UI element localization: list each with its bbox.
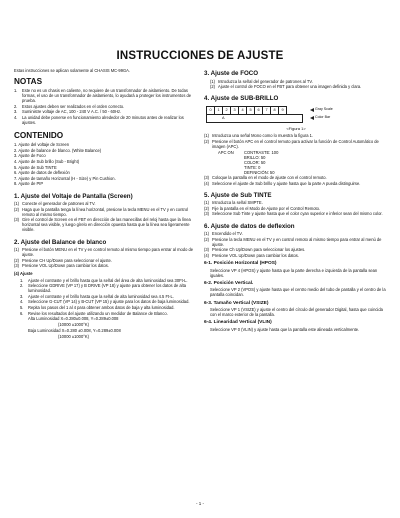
figure-caption: <Figura 1> — [286, 126, 306, 132]
right-column — [204, 66, 388, 333]
gray-scale-cell: 6 — [254, 106, 262, 115]
list-item: (1) Conecte el generador de patrones al TV. — [14, 201, 96, 206]
list-item: (1) Presione el botón MENU en el TV y en control remoto al mismo tiempo para entrar al modo de ajuste. — [14, 247, 194, 258]
color-bar-label: Color Bar — [310, 115, 330, 120]
page-title: INSTRUCCIONES DE AJUSTE — [116, 50, 284, 62]
subsection-text: Seleccione VP 2 (VPOS) y ajuste hasta que el centro medio del tubo de pantalla y el centro de la pantalla coincidan. — [210, 287, 386, 298]
list-item: 8. Ajuste de PIP — [14, 181, 44, 187]
apc-values — [204, 150, 388, 175]
contenido-list — [14, 142, 198, 186]
list-item: 4. Ajuste de Sub brillo (Sub - Bright) — [14, 159, 80, 165]
lum-line: Baja Luminosidad X=0.280 ±0.008, Y=0.289±0.008 — [28, 328, 121, 334]
section-6-heading: 6. Ajuste de datos de deflexion — [204, 222, 295, 230]
list-item: (2) Presione la tecla MENU en el TV y en control remoto al mismo tiempo para entrar al menú de ajuste. — [204, 236, 382, 247]
list-item: 6. Revise los resultados del ajuste utilizando un medidor de Balance de Blanco. — [20, 310, 168, 316]
list-item: 5. Repita los pasos del 1 al 4 para obtener ambos datos de baja y alta luminosidad. — [20, 305, 175, 310]
apc-row: TINTE: 0 — [244, 164, 261, 170]
list-item: 3. Ajuste el contraste y el brillo hasta que la señal de alta luminosidad sea 4.5 Ft-L. — [20, 293, 174, 299]
subsection-heading: 6-4. Linearidad Vertical (VLIN) — [204, 320, 272, 326]
list-item: (2) Presione CH Up/Down para seleccionar el ajuste. — [14, 257, 112, 263]
ajuste-subheading: (4) Ajuste — [14, 271, 33, 277]
list-item: (2) Haga que la pantalla tenga la línea horizontal, presione la tecla MENU en el TV y en control remoto al mismo tiempo. — [14, 206, 189, 217]
list-item: 5. Ajuste de Sub TINTE — [14, 164, 57, 170]
section-1-list — [14, 201, 198, 233]
lum-line: Alta Luminosidad X=0.280±0.008, Y=0.289±0.008 — [28, 316, 119, 322]
gray-scale-cell: 8 — [270, 106, 278, 115]
list-item: (2) Ajuste el control de FOCO en el FBT para obtener una imagen definida y clara. — [210, 84, 362, 90]
ajuste-steps-list — [14, 278, 198, 316]
list-item: 6. Ajuste de datos de deflexión — [14, 170, 70, 176]
list-item: 1. Este no es un chasis en caliente, no requiere de un transformador de aislamiento. De todas formas, el uso de un transformador de aislamiento, lo ayudará a proteger los instrumentos de prueba. — [14, 88, 192, 104]
gray-scale-cell: 9 — [278, 106, 287, 115]
gray-scale-cell: 2 — [222, 106, 230, 115]
list-item: (2) Fije la pantalla en el Modo de Ajuste por el Control Remoto. — [204, 205, 321, 211]
list-item: 1. Ajuste del voltaje de Screen — [14, 142, 70, 148]
gray-scale-cell: 0 — [206, 106, 214, 115]
section-5-heading: 5. Ajuste de Sub TINTE — [204, 191, 272, 199]
apc-row: DEFINICIÓN: 50 — [244, 169, 275, 175]
list-item: 1. Ajuste el contraste y el brillo hasta que la señal del área de alta luminosidad sea 30Ft-L. — [20, 277, 188, 283]
strip-letter: A — [222, 116, 225, 121]
list-item: 2. Seleccione GDRIVE (VP 17) y B DRIVE (VP 18) y ajuste para obtener los datos de alta luminosidad. — [20, 283, 186, 294]
gray-scale-label: Gray Scale — [310, 107, 333, 112]
gray-scale-figure — [206, 104, 388, 130]
list-item: (1) Encendido el TV. — [204, 231, 243, 236]
intro-text: Estas instrucciones se aplican solamente al CHASIS MC-99GA. — [14, 68, 131, 73]
list-item: 2. Estos ajustes deben ser realizados en el orden correcto. — [14, 103, 125, 109]
list-item: 3. Suministre voltaje de AC, 100 - 240 V A.C. / 50 - 60Hz. — [14, 109, 122, 115]
gray-scale-cell: 1 — [214, 106, 222, 115]
page-number: - 1 - — [195, 501, 204, 506]
lum-line: (10000 ±1000°K) — [58, 322, 89, 328]
list-item: (3) Coloque la pantalla en el modo de ajuste con el control remoto. — [204, 175, 327, 181]
section-6-list — [204, 231, 388, 258]
apc-row: APC ON CONTRASTE: 100 — [218, 149, 279, 155]
list-item: (4) Seleccione el ajuste de Sub brillo y ajuste hasta que la parte A pueda distinguirse. — [204, 180, 361, 186]
section-1-heading: 1. Ajuste del Voltaje de Pantalla (Screen) — [14, 192, 133, 200]
gray-scale-cell: 5 — [246, 106, 254, 115]
lum-line: (10000 ±1000°K) — [58, 334, 89, 340]
gray-scale-cell: 4 — [238, 106, 246, 115]
section-5-list — [204, 200, 388, 216]
list-item: 7. Ajuste de tamaño Horizontal (H - Size) y Pin Cushion. — [14, 175, 116, 181]
arrow-left-icon — [310, 108, 314, 112]
section-2-list — [14, 247, 198, 268]
list-item: 3. Ajuste de Foco — [14, 153, 46, 159]
left-column — [14, 68, 198, 341]
list-item: (1) Introduzca una señal Mono como lo muestra la figura 1. — [204, 133, 314, 139]
subsection-heading: 6-3. Tamaño Vertical (VSIZE) — [204, 300, 269, 306]
apc-row: COLOR: 50 — [244, 159, 266, 165]
gray-scale-cell: 3 — [230, 106, 238, 115]
luminosity-values — [14, 316, 198, 339]
list-item: (3) Presione VOL Up/Down para cambiar los datos. — [14, 263, 109, 269]
list-item: (1) Introduzca la señal SMPTE. — [204, 200, 263, 206]
section-2-heading: 2. Ajuste del Balance de blanco — [14, 238, 107, 246]
list-item: (1) Introduzca la señal del generador de patrones al TV. — [210, 78, 313, 84]
gray-scale-cell: 7 — [262, 106, 270, 115]
subsection-text: Seleccione VP 4 (HPOS) y ajuste hasta que la parte derecha e izquierda de la pantalla sean iguales. — [210, 267, 378, 278]
arrow-left-icon — [310, 116, 314, 120]
list-item: (3) Seleccione Sub Tinte y ajuste hasta que el color cyan superior e inferior sean del mismo color. — [204, 211, 383, 217]
list-item: (2) Presione el botón APC en el control remoto para activar la función de Control Automático de imagen (APC). — [204, 138, 379, 149]
subsection-text: Seleccione VP 1 (VSIZE) y ajuste el centro del círculo del generador Digital, hasta que coincida con el marco exterior de la pantalla. — [210, 307, 383, 318]
section-4-heading: 4. Ajuste de SUB-BRILLO — [204, 95, 279, 103]
contenido-heading: CONTENIDO — [14, 131, 64, 141]
list-item: (3) Presione Ch Up/Down para seleccionar los ajustes. — [204, 247, 306, 253]
section-4-list — [204, 133, 388, 149]
section-4-list-2 — [204, 175, 388, 186]
subsection-text: Seleccione VP 0 (VLIN) y ajuste hasta que la pantalla este alineada verticalmente. — [210, 326, 360, 332]
notas-list — [14, 88, 198, 125]
list-item: (4) Presione VOL Up/Down para cambiar los datos. — [204, 252, 299, 258]
list-item: 4. Seleccione G-CUT (VP 14) y B-CUT (VP 15) y ajuste para los datos de baja luminosidad. — [20, 299, 190, 305]
notas-heading: NOTAS — [14, 77, 43, 87]
color-bar-strip — [206, 114, 303, 123]
section-3-heading: 3. Ajuste de FOCO — [204, 70, 259, 77]
apc-row: BRILLO: 50 — [244, 154, 266, 160]
section-3-list — [204, 79, 388, 90]
list-item: 2. Ajuste de balance de blanco. (White Balance) — [14, 147, 102, 153]
subsection-heading: 6-2. Posición Vertical. — [204, 280, 254, 286]
list-item: 4. La unidad debe ponerse en funcionamiento alrededor de 20 minutos antes de realizar los ajustes. — [14, 115, 184, 126]
list-item: (3) Gire el control de Screen en el FBT en dirección de las manecillas del reloj hasta que la línea horizontal sea visible, y luego gírelo en dirección opuesta hasta que la línea sea ligeramente visible. — [14, 217, 191, 233]
subsection-heading: 6-1. Posición Horizontal (HPOS) — [204, 260, 277, 266]
